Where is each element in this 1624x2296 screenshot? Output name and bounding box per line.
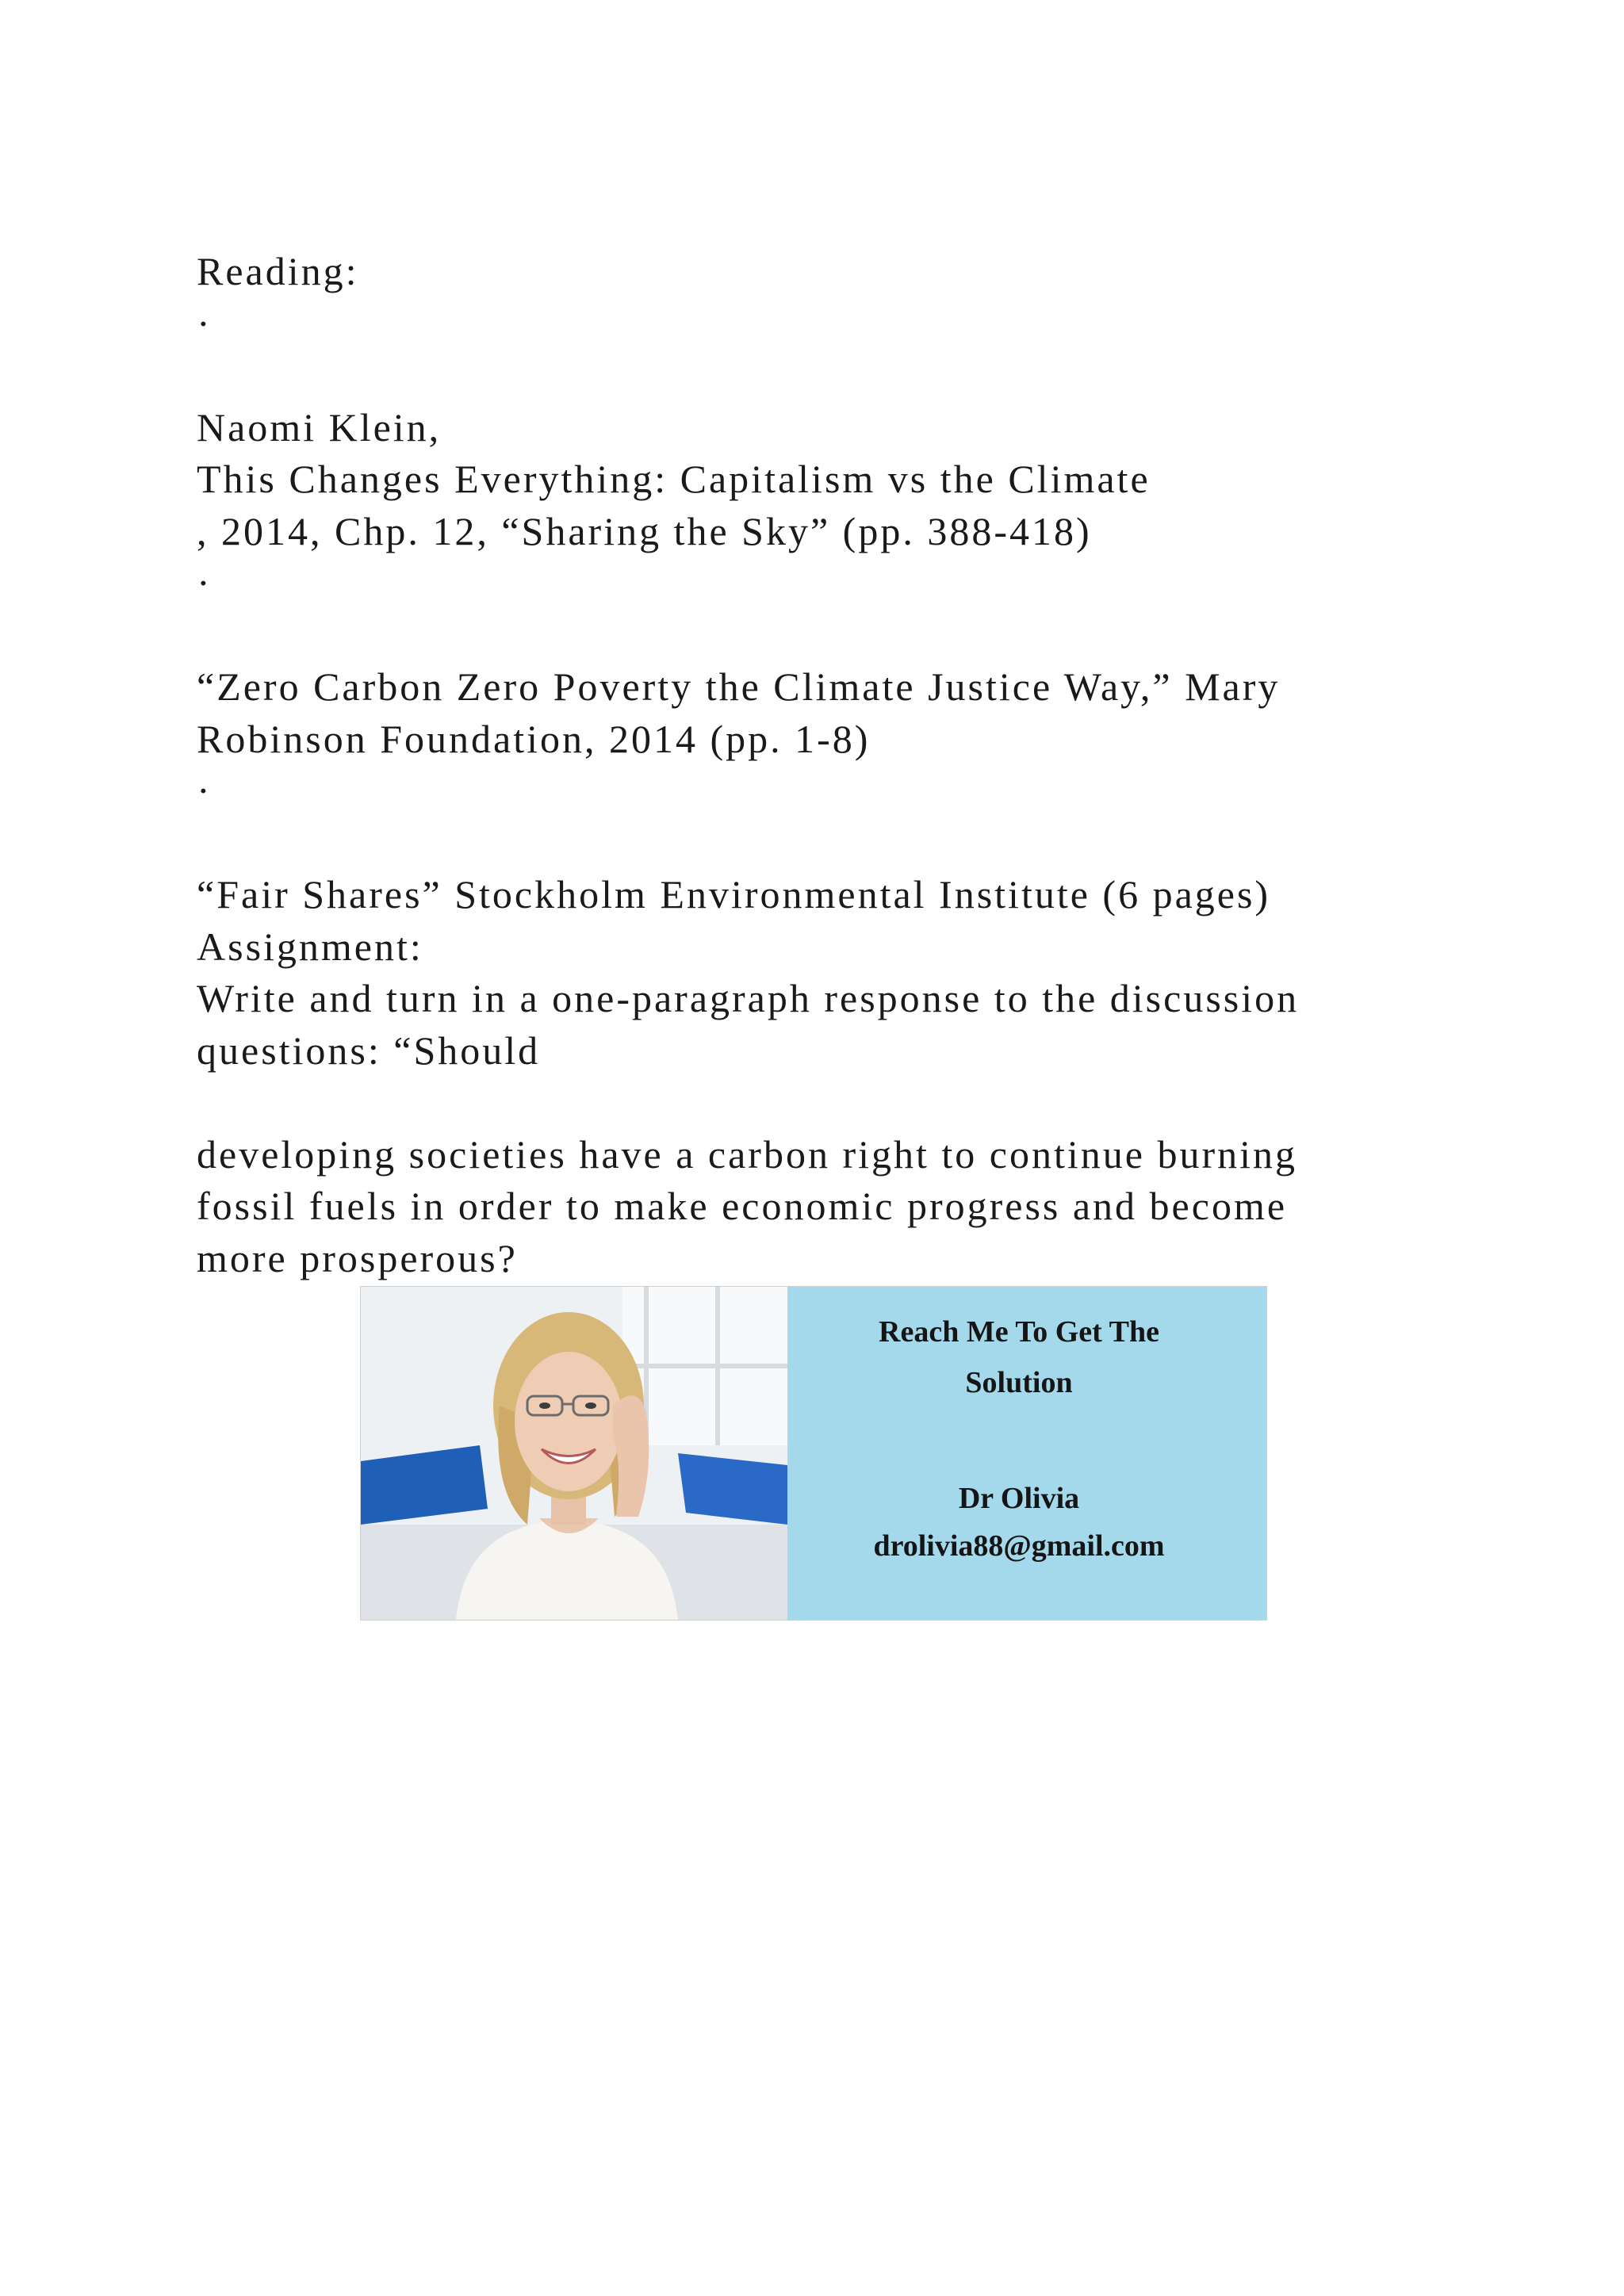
- assignment-line-2: questions: “Should: [197, 1027, 541, 1073]
- question-line-3: more prosperous?: [197, 1235, 518, 1280]
- woman-photo-illustration: [361, 1287, 787, 1620]
- assignment-heading: Assignment:: [197, 924, 423, 969]
- ad-contact-name: Dr Olivia: [958, 1482, 1080, 1515]
- question-line-2: fossil fuels in order to make economic progress and become: [197, 1184, 1288, 1228]
- contact-ad-banner[interactable]: [360, 1286, 1267, 1621]
- blank-line: [197, 350, 1434, 402]
- document-body: [197, 246, 1434, 1284]
- reading-title: This Changes Everything: Capitalism vs the Climate: [197, 457, 1151, 501]
- reading-2-line-2: Robinson Foundation, 2014 (pp. 1-8): [197, 716, 871, 761]
- bullet-marker: ·: [197, 561, 213, 605]
- bullet-marker: ·: [197, 768, 213, 813]
- contact-panel: [787, 1287, 1266, 1620]
- reading-citation: , 2014, Chp. 12, “Sharing the Sky” (pp. 388-418): [197, 508, 1092, 553]
- reading-2-line-1: “Zero Carbon Zero Poverty the Climate Justice Way,” Mary: [197, 664, 1281, 709]
- bullet-marker: ·: [197, 300, 213, 346]
- blank-line: [197, 817, 1434, 870]
- question-line-1: developing societies have a carbon right to continue burning: [197, 1131, 1297, 1177]
- blank-line: [197, 610, 1434, 662]
- woman-photo: [361, 1287, 787, 1620]
- ad-headline: Reach Me To Get The: [879, 1315, 1159, 1349]
- assignment-line-1: Write and turn in a one-paragraph response to the discussion: [197, 976, 1300, 1020]
- blank-line: [197, 1077, 1434, 1129]
- ad-subheadline: Solution: [965, 1366, 1073, 1399]
- ad-contact-email[interactable]: drolivia88@gmail.com: [873, 1529, 1165, 1563]
- reading-3: “Fair Shares” Stockholm Environmental Institute (6 pages): [197, 872, 1271, 916]
- reading-heading: Reading:: [197, 249, 359, 293]
- reading-author: Naomi Klein,: [197, 404, 442, 450]
